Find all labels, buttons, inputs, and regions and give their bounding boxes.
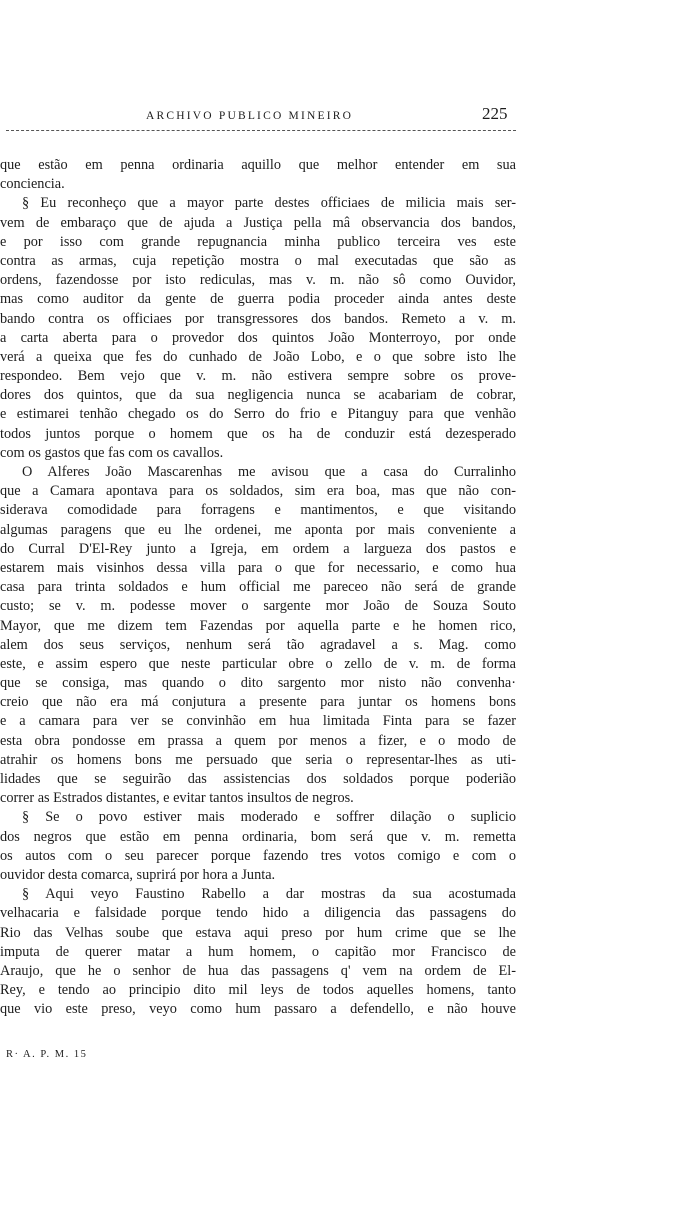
text-line: do Curral D'El-Rey junto a Igreja, em ordem a largueza dos pastos e — [0, 540, 516, 557]
text-line: com os gastos que fas com os cavallos. — [0, 444, 224, 461]
text-line: imputa de querer matar a hum homem, o capitão mor Francisco de — [0, 943, 516, 960]
text-line: custo; se v. m. podesse mover o sargente mor João de Souza Souto — [0, 598, 516, 615]
running-head: ARCHIVO PUBLICO MINEIRO — [146, 110, 354, 122]
body-text — [0, 156, 516, 1019]
text-line: mas como auditor da gente de guerra podia proceder ainda antes deste — [0, 291, 516, 308]
text-line: atrahir os homens bons me persuado que seria o representar-lhes as uti- — [0, 751, 516, 768]
page-number: 225 — [482, 104, 508, 123]
text-line: os autos com o seu parecer porque fazendo tres votos comigo e com o — [0, 847, 516, 864]
text-line: este, e assim espero que neste particular obre o zello de v. m. de forma — [0, 655, 516, 672]
text-line: siderava comodidade para forragens e mantimentos, e que visitando — [0, 502, 516, 519]
text-line: algumas paragens que eu lhe ordenei, me aponta por mais conveniente a — [0, 521, 516, 538]
text-line: casa para trinta soldados e hum official me pareceo não será de grande — [0, 579, 516, 596]
text-line: § Eu reconheço que a mayor parte destes officiaes de milicia mais ser- — [22, 195, 516, 212]
text-line: respondeo. Bem vejo que v. m. não estivera sempre sobre os prove- — [0, 368, 516, 385]
signature-mark: R· A. P. M. 15 — [6, 1049, 88, 1060]
text-line: correr as Estrados distantes, e evitar tantos insultos de negros. — [0, 790, 354, 807]
text-line: todos juntos porque o homem que os ha de conduzir está dezesperado — [0, 425, 516, 442]
text-line: e por isso com grande repugnancia minha publico terceira ves este — [0, 233, 516, 250]
text-line: e a camara para ver se convinhão em hua limitada Finta para se fazer — [0, 713, 516, 730]
text-line: bando contra os officiaes por transgressores dos bandos. Remeto a v. m. — [0, 310, 516, 327]
text-line: que estão em penna ordinaria aquillo que melhor entender em sua — [0, 157, 516, 173]
text-line: dos negros que estão em penna ordinaria, bom será que v. m. remetta — [0, 828, 516, 845]
text-line: estarem mais visinhos dessa villa para o que for necessario, e como hua — [0, 559, 516, 576]
text-line: dores dos quintos, que da sua negligencia nunca se acabariam de cobrar, — [0, 387, 516, 404]
text-line: ouvidor desta comarca, suprirá por hora a Junta. — [0, 866, 276, 883]
text-line: verá a queixa que fes do cunhado de João Lobo, e o que sobre isto lhe — [0, 348, 516, 365]
text-line: Mayor, que me dizem tem Fazendas por aquella parte e he homen rico, — [0, 617, 516, 634]
text-line: lidades que se seguirão das assistencias dos soldados porque poderião — [0, 771, 516, 787]
text-line: conciencia. — [0, 176, 65, 193]
text-line: esta obra pondosse em prassa a quem por menos a fizer, e o modo de — [0, 732, 516, 749]
text-line: O Alferes João Mascarenhas me avisou que a casa do Curralinho — [22, 464, 516, 480]
page-header — [0, 104, 520, 134]
text-line: Rey, e tendo ao principio dito mil leys de todos aquelles homens, tanto — [0, 982, 516, 999]
text-line: que a Camara apontava para os soldados, sim era boa, mas que não con- — [0, 483, 516, 500]
text-line: vem de embaraço que de ajuda a Justiça pella mâ observancia dos bandos, — [0, 214, 516, 231]
text-line: que se consiga, mas quando o dito sargento mor nisto não convenha· — [0, 675, 516, 692]
text-line: que vio este preso, veyo como hum passaro a defendello, e não houve — [0, 1001, 516, 1018]
text-line: velhacaria e falsidade porque tendo hido a diligencia das passagens do — [0, 905, 516, 922]
text-line: creio que não era má conjutura a presente para juntar os homens bons — [0, 694, 516, 711]
text-line: § Aqui veyo Faustino Rabello a dar mostras da sua acostumada — [22, 886, 516, 903]
text-line: contra as armas, cuja repetição mostra o mal executadas que são as — [0, 252, 516, 269]
text-line: Rio das Velhas soube que estava aqui preso por hum crime que se lhe — [0, 924, 516, 941]
text-line: e estimarei tenhão chegado os do Serro do frio e Pitanguy para que venhão — [0, 406, 516, 423]
text-line: alem dos seus serviços, nenhum será tão agradavel a s. Mag. como — [0, 636, 516, 653]
text-line: a carta aberta para o provedor dos quintos João Monterroyo, por onde — [0, 329, 516, 346]
text-line: Araujo, que he o senhor de hua das passagens q' vem na ordem de El- — [0, 962, 516, 979]
text-line: ordens, fazendosse por isto rediculas, mas v. m. não sô como Ouvidor, — [0, 272, 516, 289]
text-line: § Se o povo estiver mais moderado e soffrer dilação o suplicio — [22, 809, 516, 826]
header-rule — [6, 130, 516, 131]
